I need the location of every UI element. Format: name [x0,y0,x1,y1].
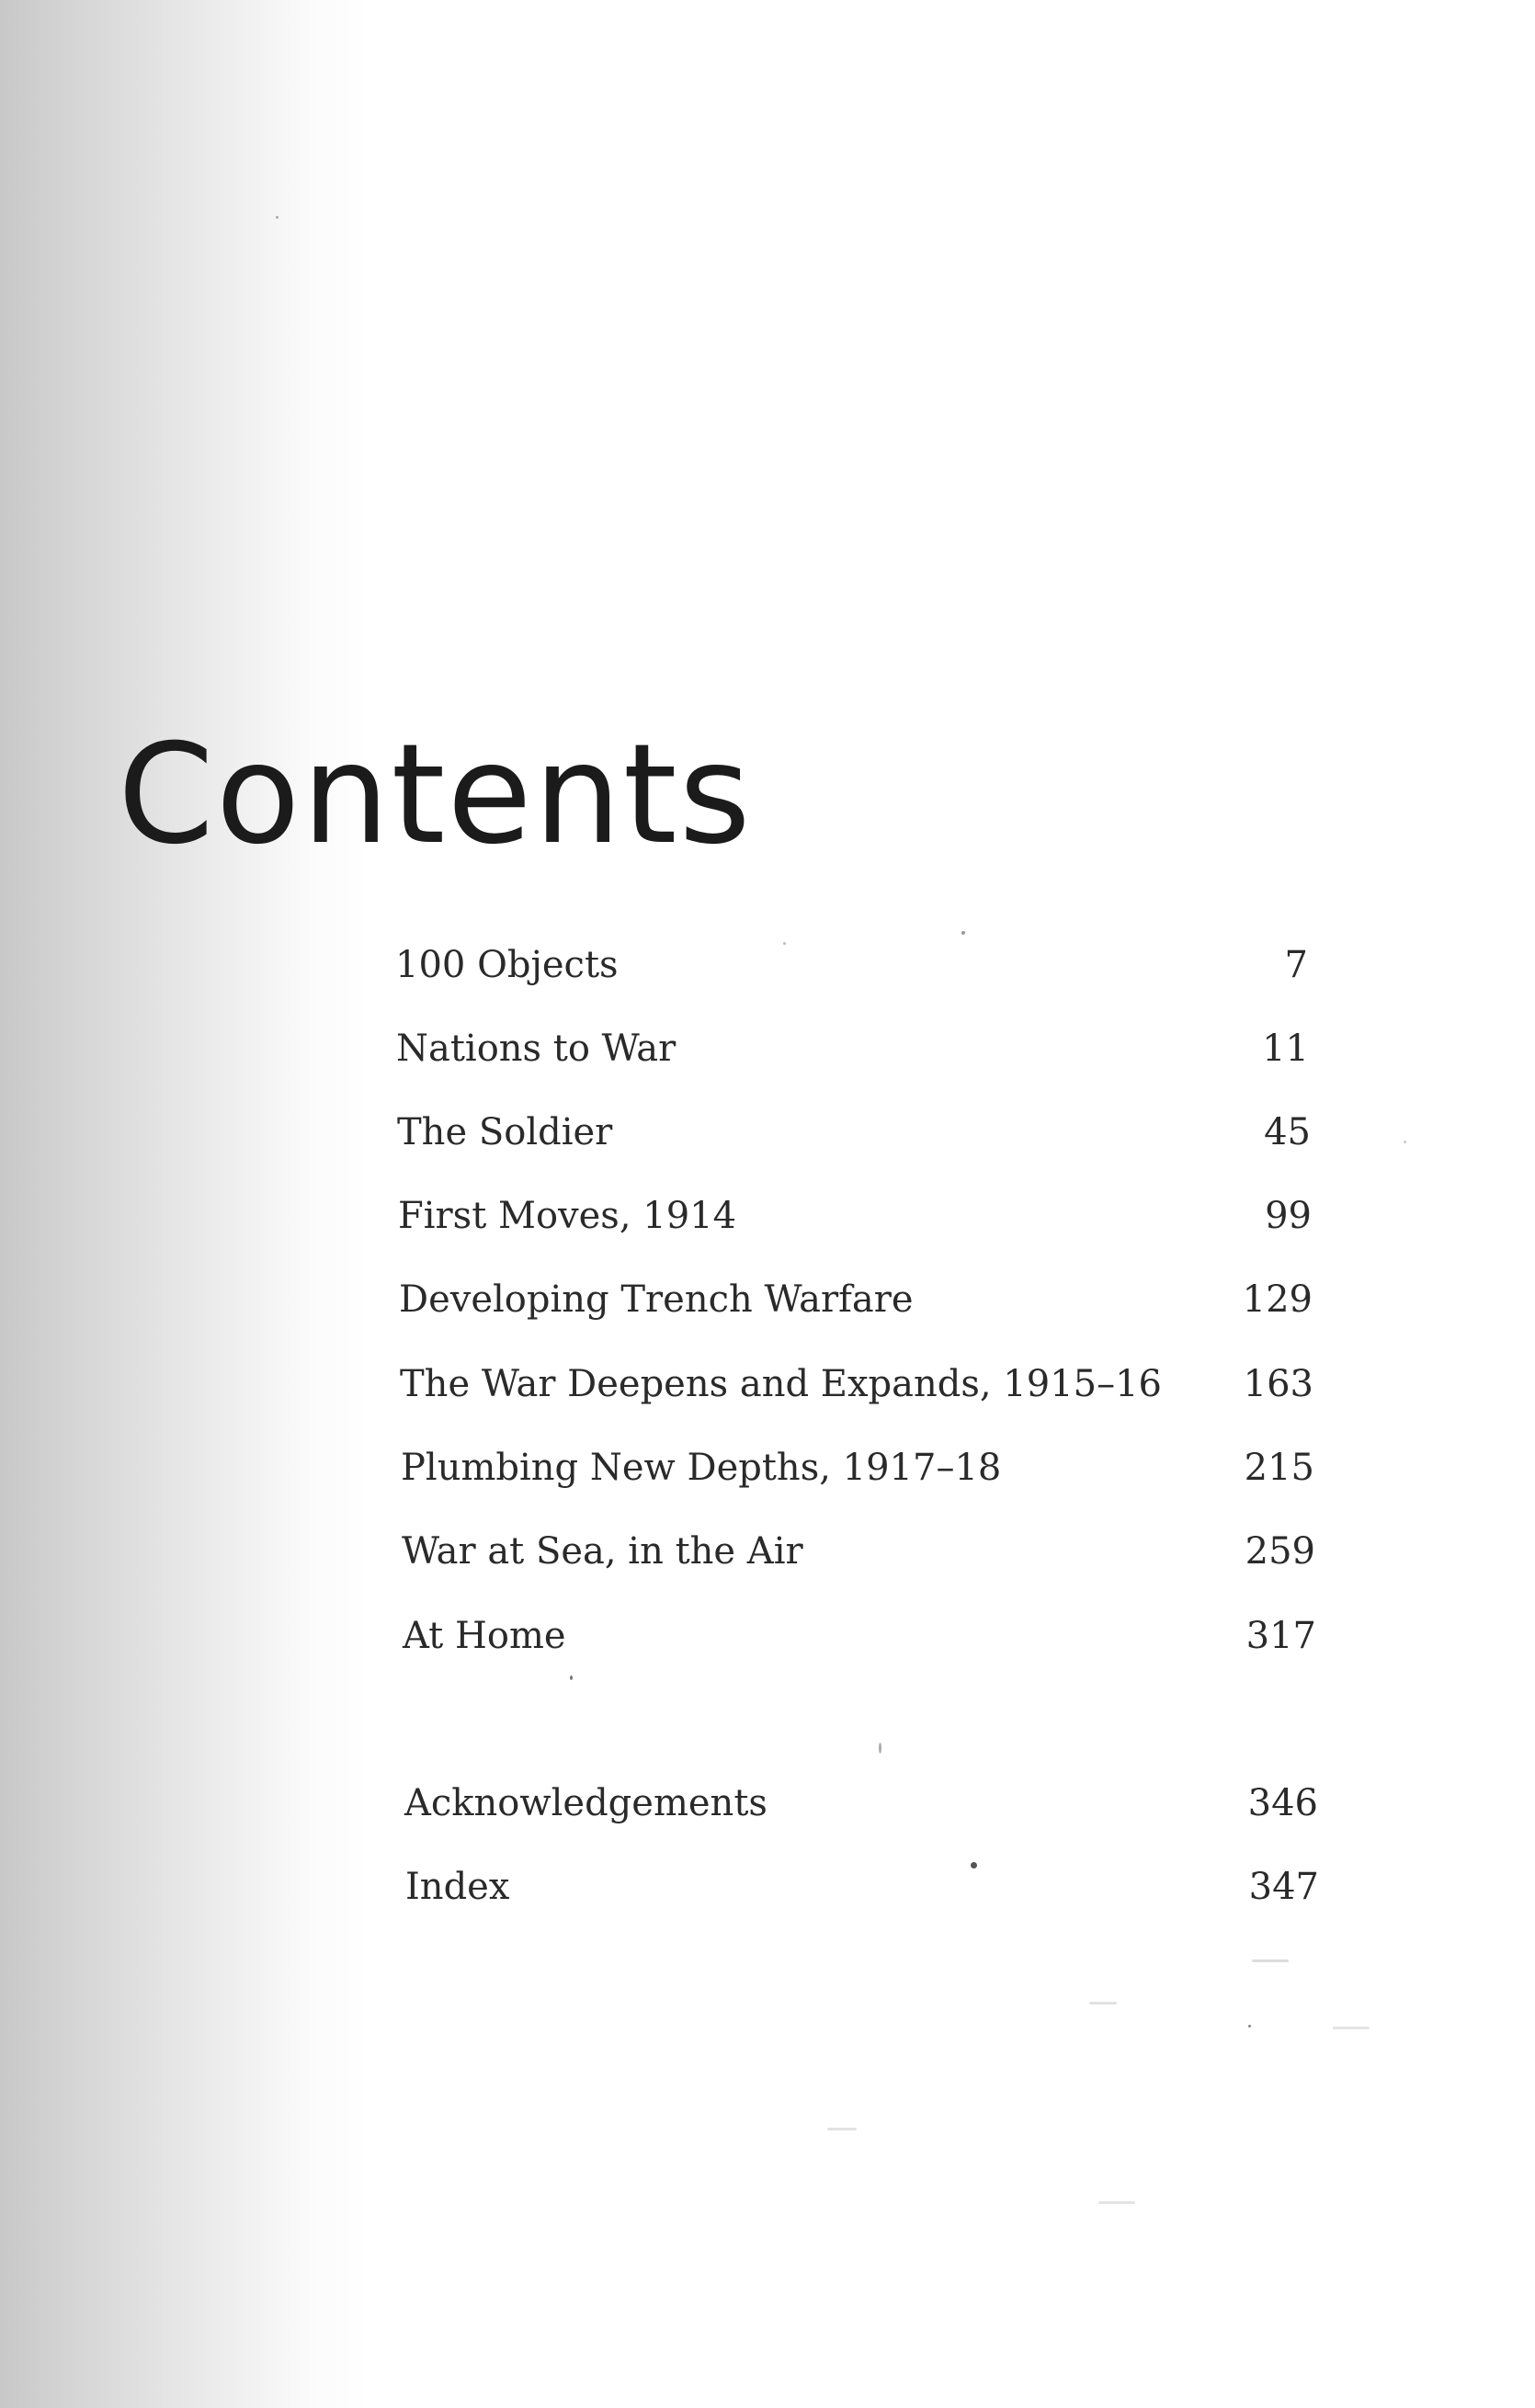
page-title: Contents [118,715,753,875]
toc-entry-title: War at Sea, in the Air [402,1530,803,1573]
toc-entry-title: Plumbing New Depths, 1917–18 [401,1447,1002,1489]
scan-speck [1248,2025,1251,2027]
toc-entry [401,1431,1314,1489]
toc-entry-page: 346 [1247,1782,1318,1824]
toc-entry-page: 7 [1284,944,1308,986]
scan-speck [971,1862,977,1868]
toc-entry [403,1599,1316,1657]
toc-entry-title: First Moves, 1914 [398,1195,737,1237]
toc-entry-title: At Home [403,1615,566,1657]
scan-speck [1333,2027,1370,2029]
scan-speck [1098,2201,1135,2204]
toc-entry-title: The War Deepens and Expands, 1915–16 [400,1363,1163,1405]
toc-entry [399,1263,1313,1321]
scan-speck [1089,2002,1117,2005]
toc-entry-page: 163 [1243,1363,1313,1405]
scan-speck [570,1675,573,1680]
toc-entry-page: 45 [1264,1111,1311,1153]
toc-entry-title: Nations to War [396,1028,677,1070]
toc-entry [396,1012,1309,1070]
toc-entry-page: 129 [1242,1278,1313,1321]
toc-entry-title: 100 Objects [395,944,619,986]
toc-entry-page: 99 [1265,1195,1312,1237]
toc-entry-title: Developing Trench Warfare [399,1278,914,1321]
toc-entry [402,1515,1315,1573]
scan-speck [783,942,786,945]
toc-entry-page: 259 [1245,1530,1315,1573]
scan-speck [961,931,965,935]
scan-speck [1252,1959,1289,1962]
scan-speck [1404,1141,1406,1143]
toc-entry-page: 317 [1245,1615,1316,1657]
toc-entry-title: Acknowledgements [404,1782,768,1824]
toc-entry-page: 347 [1248,1866,1319,1908]
scan-speck [276,216,279,219]
toc-entry [395,928,1308,986]
toc-back-matter-entry [405,1850,1319,1908]
toc-entry-title: Index [405,1866,510,1908]
toc-entry [398,1179,1312,1237]
scan-speck [827,2128,857,2130]
toc-entry [400,1347,1313,1403]
toc-entry-title: The Soldier [397,1111,613,1153]
toc-entry-page: 215 [1244,1447,1314,1489]
toc-back-matter-entry [404,1766,1318,1822]
scan-speck [879,1743,881,1754]
toc-entry [397,1096,1311,1151]
toc-entry-page: 11 [1262,1028,1309,1070]
